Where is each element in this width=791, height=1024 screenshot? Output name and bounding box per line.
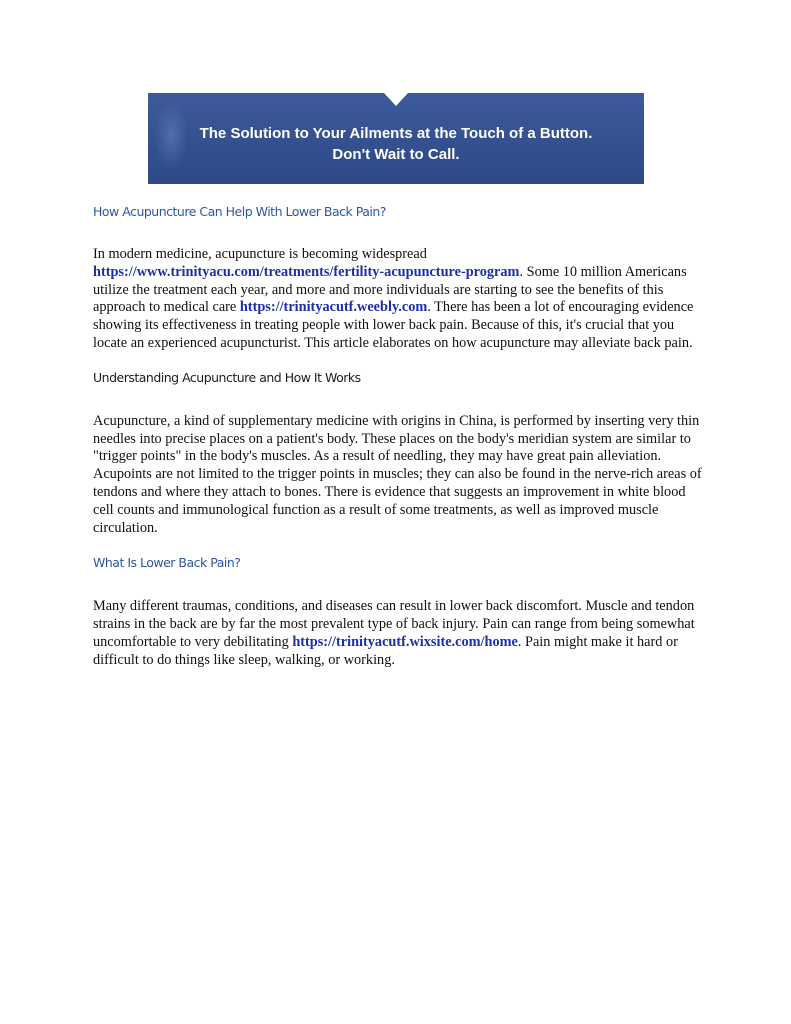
- pain-text-1: Many different traumas, conditions, and diseases can result in lower back discomfort. Muscle and tendon strains in the back are by far the most prevalent type of back injury. Pain can range from being somewhat uncomfortable to very debilitating: [93, 598, 695, 650]
- banner-text: [148, 123, 644, 165]
- link-fertility-program[interactable]: https://www.trinityacu.com/treatments/fertility-acupuncture-program: [93, 263, 520, 280]
- banner-line-1: The Solution to Your Ailments at the Touch of a Button.: [199, 125, 593, 142]
- heading-what-is-lower-back-pain: What Is Lower Back Pain?: [93, 555, 241, 571]
- link-wixsite[interactable]: https://trinityacutf.wixsite.com/home: [292, 633, 518, 650]
- article-content: [93, 203, 705, 670]
- banner-notch-decoration: [384, 93, 408, 106]
- intro-text-1: In modern medicine, acupuncture is becoming widespread: [93, 246, 427, 262]
- pain-text-2: . Pain might make it hard or difficult to do things like sleep, walking, or working.: [93, 633, 678, 668]
- intro-text-3: . There has been a lot of encouraging evidence showing its effectiveness in treating people with lower back pain. Because of this, it's crucial that you locate an experienced acupuncturist. This article elaborates on how acupuncture may alleviate back pain.: [93, 299, 694, 351]
- understanding-paragraph: Acupuncture, a kind of supplementary medicine with origins in China, is performed by inserting very thin needles into precise places on a patient's body. These places on the body's meridian system are similar to "trigger points" in the body's muscles. As a result of needling, they may have great pain alleviation. Acupoints are not limited to the trigger points in muscles; they can also be found in the nerve-rich areas of tendons and where they attach to bones. There is evidence that suggests an improvement in white blood cell counts and immunological function as a result of some treatments, as well as improved muscle circulation.: [93, 412, 702, 536]
- banner-line-2: Don't Wait to Call.: [332, 146, 460, 163]
- heading-understanding-acupuncture: Understanding Acupuncture and How It Works: [93, 369, 361, 385]
- heading-acupuncture-lower-back: How Acupuncture Can Help With Lower Back Pain?: [93, 204, 386, 219]
- intro-paragraph: [93, 246, 705, 353]
- lower-back-pain-paragraph: [93, 598, 705, 669]
- promo-banner[interactable]: [148, 93, 644, 184]
- link-weebly[interactable]: https://trinityacutf.weebly.com: [239, 299, 428, 316]
- intro-text-2: . Some 10 million Americans utilize the treatment each year, and more and more individuals are starting to see the benefits of this approach to medical care: [93, 263, 687, 316]
